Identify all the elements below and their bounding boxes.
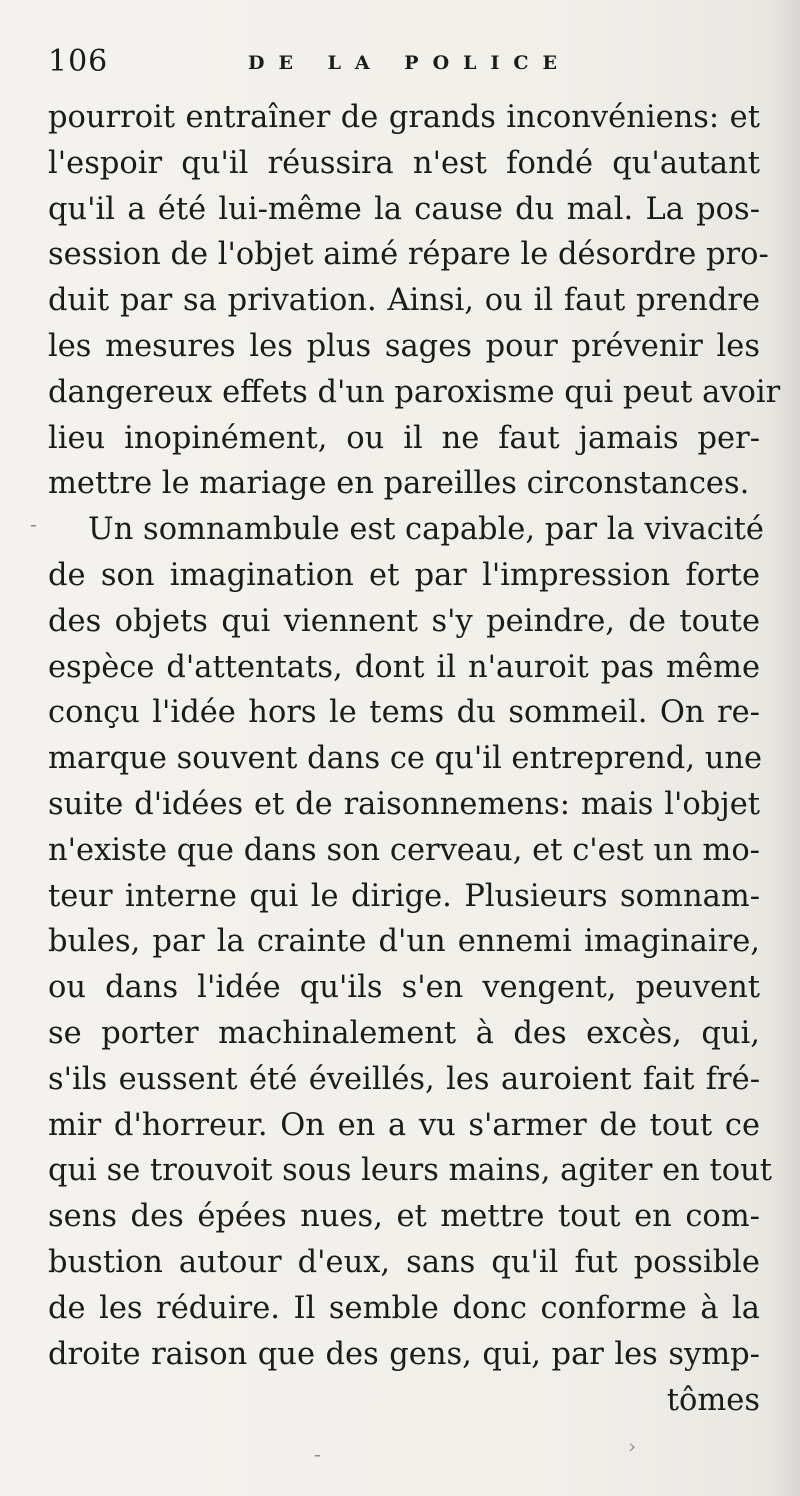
text-line: ou dans l'idée qu'ils s'en vengent, peuvent bbox=[48, 970, 760, 1006]
text-line: conçu l'idée hors le tems du sommeil. On re- bbox=[48, 695, 760, 731]
running-title: DE LA POLICE bbox=[248, 52, 571, 74]
text-line: mettre le mariage en pareilles circonstances. bbox=[48, 466, 750, 502]
text-line: bules, par la crainte d'un ennemi imaginaire, bbox=[48, 924, 760, 960]
text-line: duit par sa privation. Ainsi, ou il faut prendre bbox=[48, 283, 760, 319]
text-line: teur interne qui le dirige. Plusieurs somnam- bbox=[48, 878, 760, 914]
text-line: marque souvent dans ce qu'il entreprend, une bbox=[48, 741, 763, 777]
text-line: n'existe que dans son cerveau, et c'est un mo- bbox=[48, 832, 760, 868]
text-line: des objets qui viennent s'y peindre, de toute bbox=[48, 603, 760, 639]
text-line: de son imagination et par l'impression forte bbox=[48, 557, 760, 593]
text-line: l'espoir qu'il réussira n'est fondé qu'autant bbox=[48, 145, 760, 181]
text-line: pourroit entraîner de grands inconvéniens: et bbox=[48, 100, 760, 135]
text-line: suite d'idées et de raisonnemens: mais l'objet bbox=[48, 786, 760, 822]
text-line: sens des épées nues, et mettre tout en com- bbox=[48, 1199, 760, 1235]
margin-mark: - bbox=[30, 512, 37, 536]
text-line: lieu inopinément, ou il ne faut jamais per- bbox=[48, 420, 760, 456]
text-line: qu'il a été lui-même la cause du mal. La pos- bbox=[48, 191, 760, 227]
catchword: tômes bbox=[666, 1383, 760, 1418]
running-head bbox=[48, 42, 760, 86]
text-line: qui se trouvoit sous leurs mains, agiter en tout bbox=[48, 1153, 773, 1189]
margin-mark: - bbox=[314, 1442, 321, 1466]
text-line: de les réduire. Il semble donc conforme à la bbox=[48, 1290, 760, 1326]
text-line: bustion autour d'eux, sans qu'il fut possible bbox=[48, 1244, 760, 1280]
margin-mark: › bbox=[628, 1434, 636, 1458]
text-line: s'ils eussent été éveillés, les auroient fait fré- bbox=[48, 1061, 760, 1097]
text-line: se porter machinalement à des excès, qui, bbox=[48, 1015, 760, 1051]
text-line: espèce d'attentats, dont il n'auroit pas même bbox=[48, 649, 760, 685]
text-line: droite raison que des gens, qui, par les symp- bbox=[48, 1336, 760, 1372]
page-number: 106 bbox=[48, 44, 109, 79]
body-text bbox=[48, 95, 781, 1377]
text-line: mir d'horreur. On en a vu s'armer de tout ce bbox=[48, 1107, 760, 1143]
text-line: session de l'objet aimé répare le désordre pro- bbox=[48, 237, 769, 273]
text-line: dangereux effets d'un paroxisme qui peut avoir bbox=[48, 374, 781, 410]
text-line: Un somnambule est capable, par la vivacité bbox=[88, 512, 764, 548]
text-line: les mesures les plus sages pour prévenir les bbox=[48, 328, 760, 364]
